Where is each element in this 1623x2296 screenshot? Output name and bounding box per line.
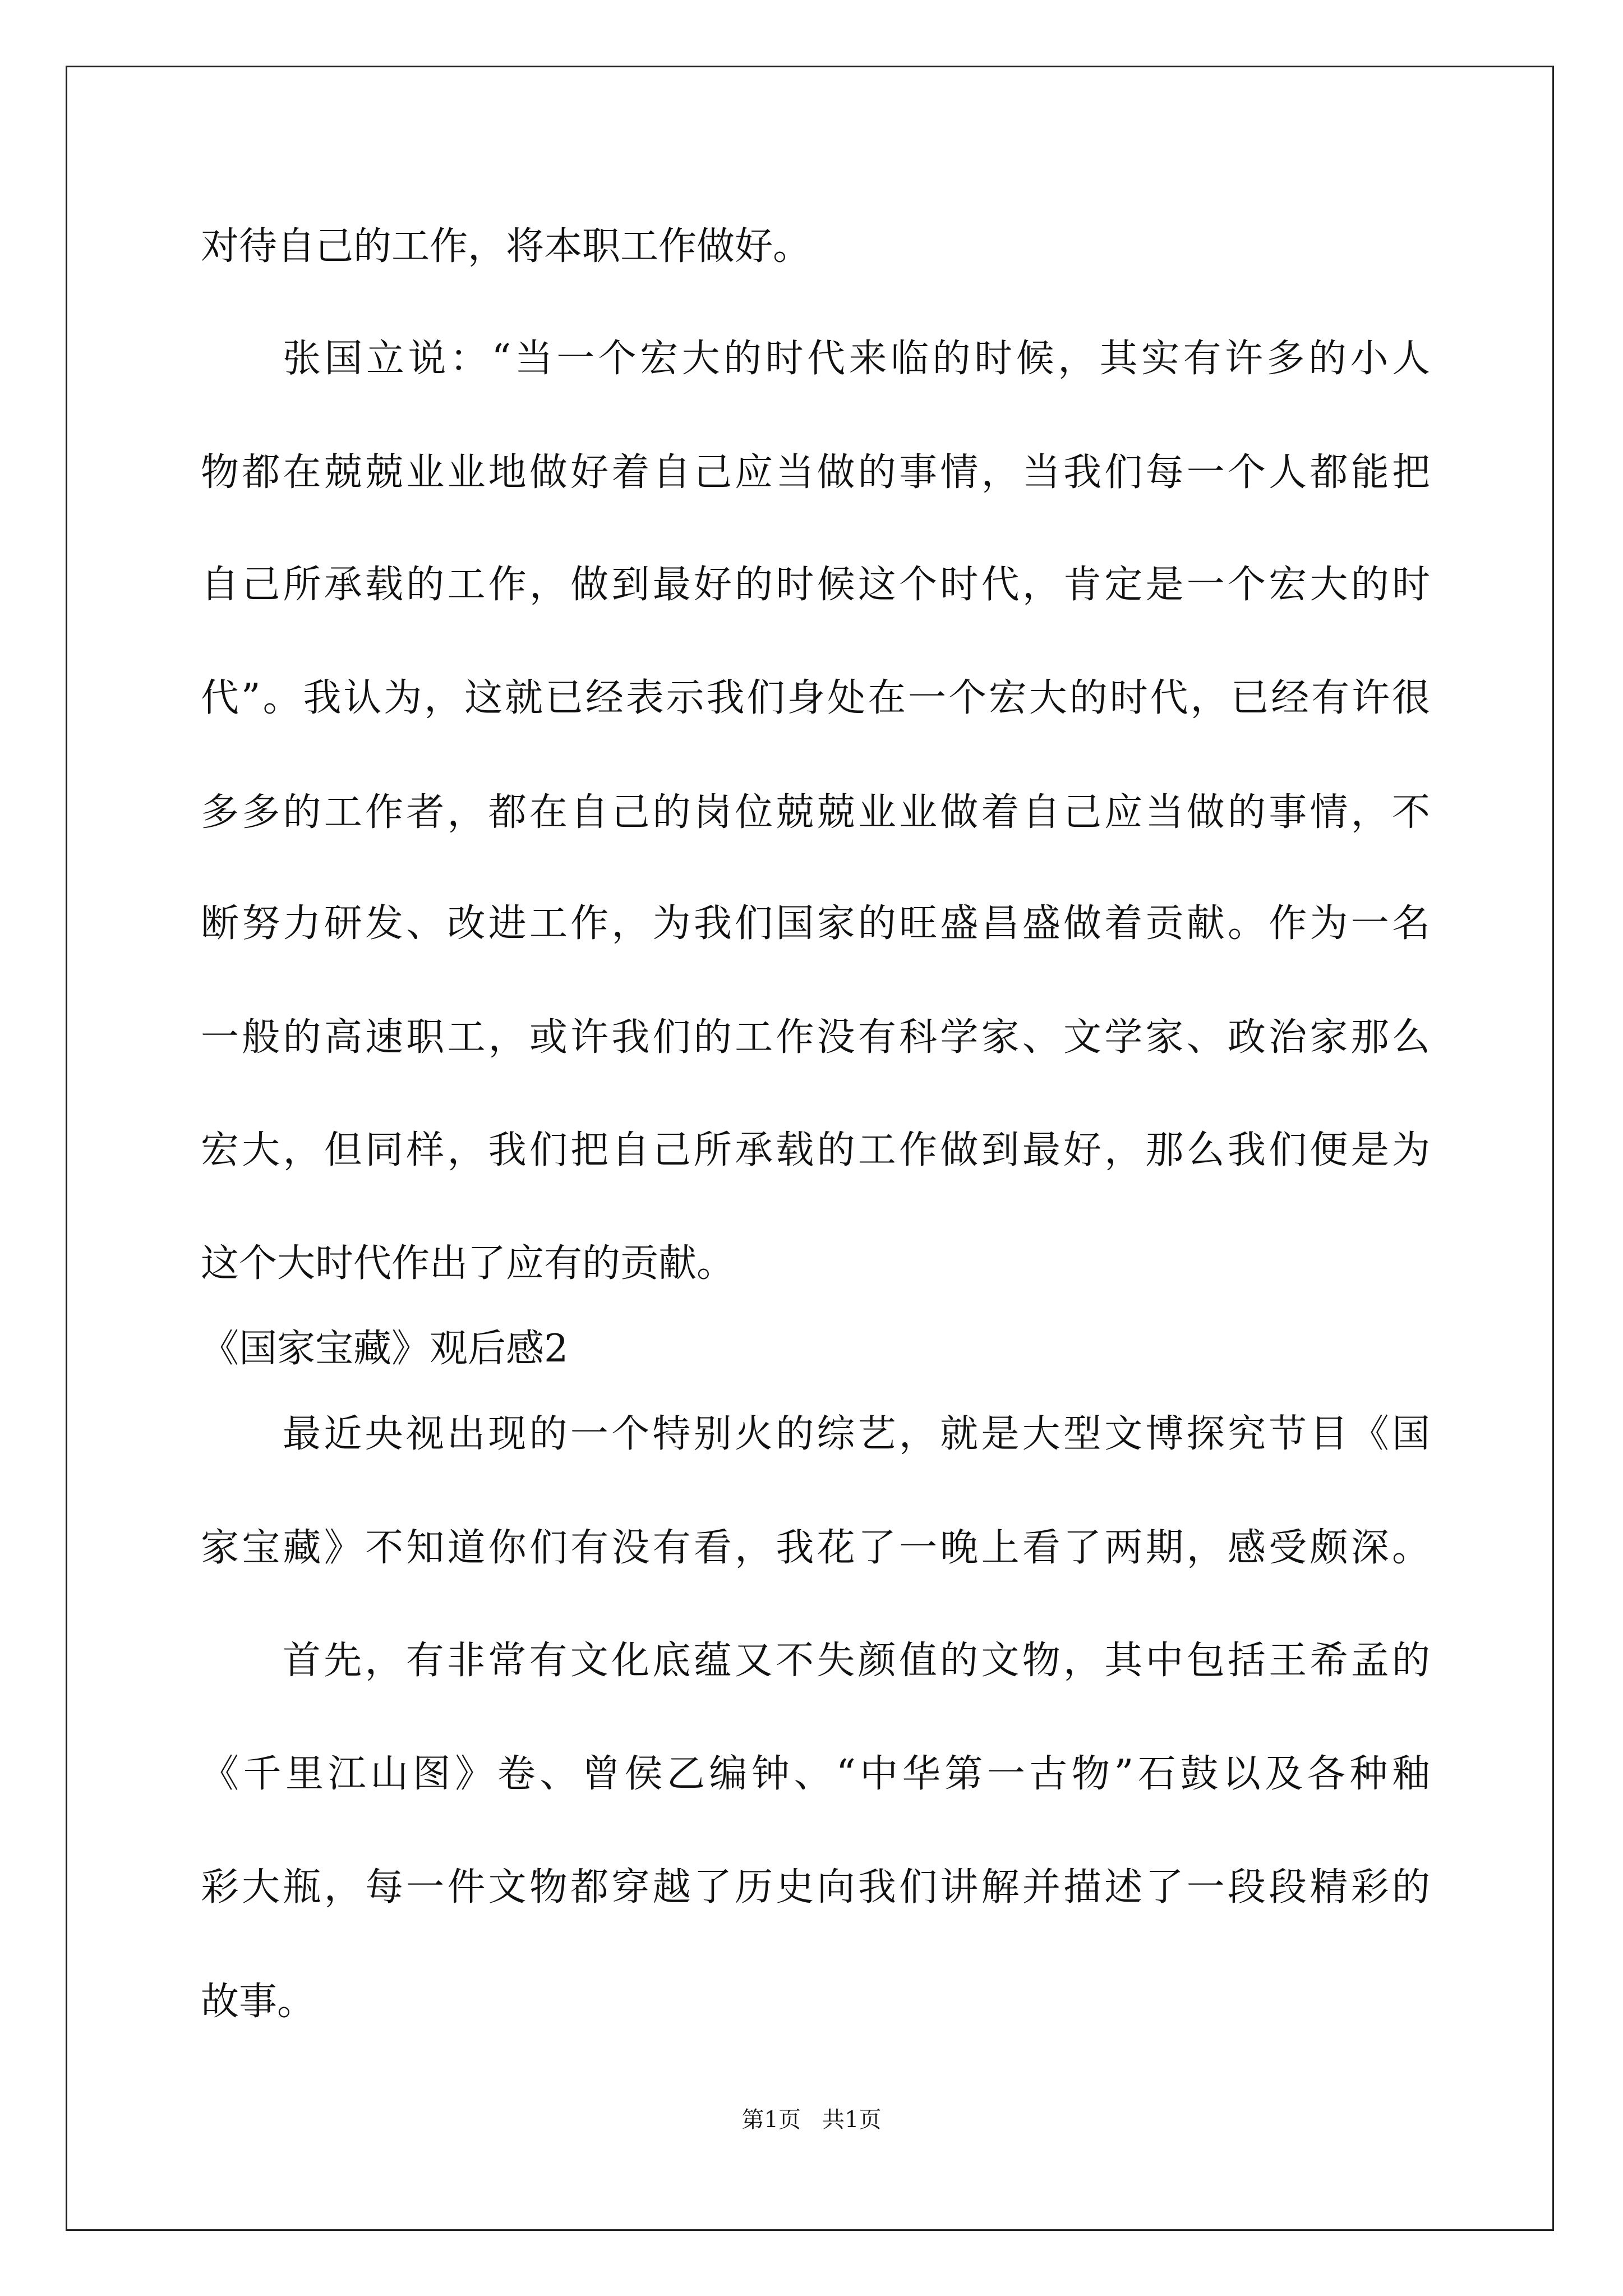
page-footer	[0, 2103, 1623, 2137]
text-line: 首先，有非常有文化底蕴又不失颜值的文物，其中包括王希孟的	[283, 1639, 1430, 1683]
text-line: 一般的高速职工，或许我们的工作没有科学家、文学家、政治家那么	[201, 1015, 1430, 1060]
text-line: 对待自己的工作，将本职工作做好。	[201, 224, 811, 269]
text-line: 最近央视出现的一个特别火的综艺，就是大型文博探究节目《国	[283, 1412, 1430, 1456]
text-line: 这个大时代作出了应有的贡献。	[201, 1241, 735, 1286]
text-line: 张国立说：“当一个宏大的时代来临的时候，其实有许多的小人	[283, 337, 1430, 381]
text-line: 多多的工作者，都在自己的岗位兢兢业业做着自己应当做的事情，不	[201, 790, 1430, 835]
text-line: 家宝藏》不知道你们有没有看，我花了一晚上看了两期，感受颇深。	[201, 1526, 1430, 1570]
page-number-current: 第1页	[741, 2107, 801, 2133]
text-line: 故事。	[201, 1980, 316, 2024]
text-line: 彩大瓶，每一件文物都穿越了历史向我们讲解并描述了一段段精彩的	[201, 1865, 1430, 1910]
text-line: 宏大，但同样，我们把自己所承载的工作做到最好，那么我们便是为	[201, 1128, 1430, 1172]
text-line: 断努力研发、改进工作，为我们国家的旺盛昌盛做着贡献。作为一名	[201, 901, 1430, 946]
text-line: 物都在兢兢业业地做好着自己应当做的事情，当我们每一个人都能把	[201, 450, 1430, 495]
text-line: 自己所承载的工作，做到最好的时候这个时代，肯定是一个宏大的时	[201, 563, 1430, 607]
text-line: 《千里江山图》卷、曾侯乙编钟、“中华第一古物”石鼓以及各种釉	[201, 1752, 1430, 1796]
page-number-total: 共1页	[822, 2107, 882, 2133]
section-heading: 《国家宝藏》观后感2	[201, 1327, 569, 1371]
text-line: 代”。我认为，这就已经表示我们身处在一个宏大的时代，已经有许很	[201, 676, 1430, 720]
